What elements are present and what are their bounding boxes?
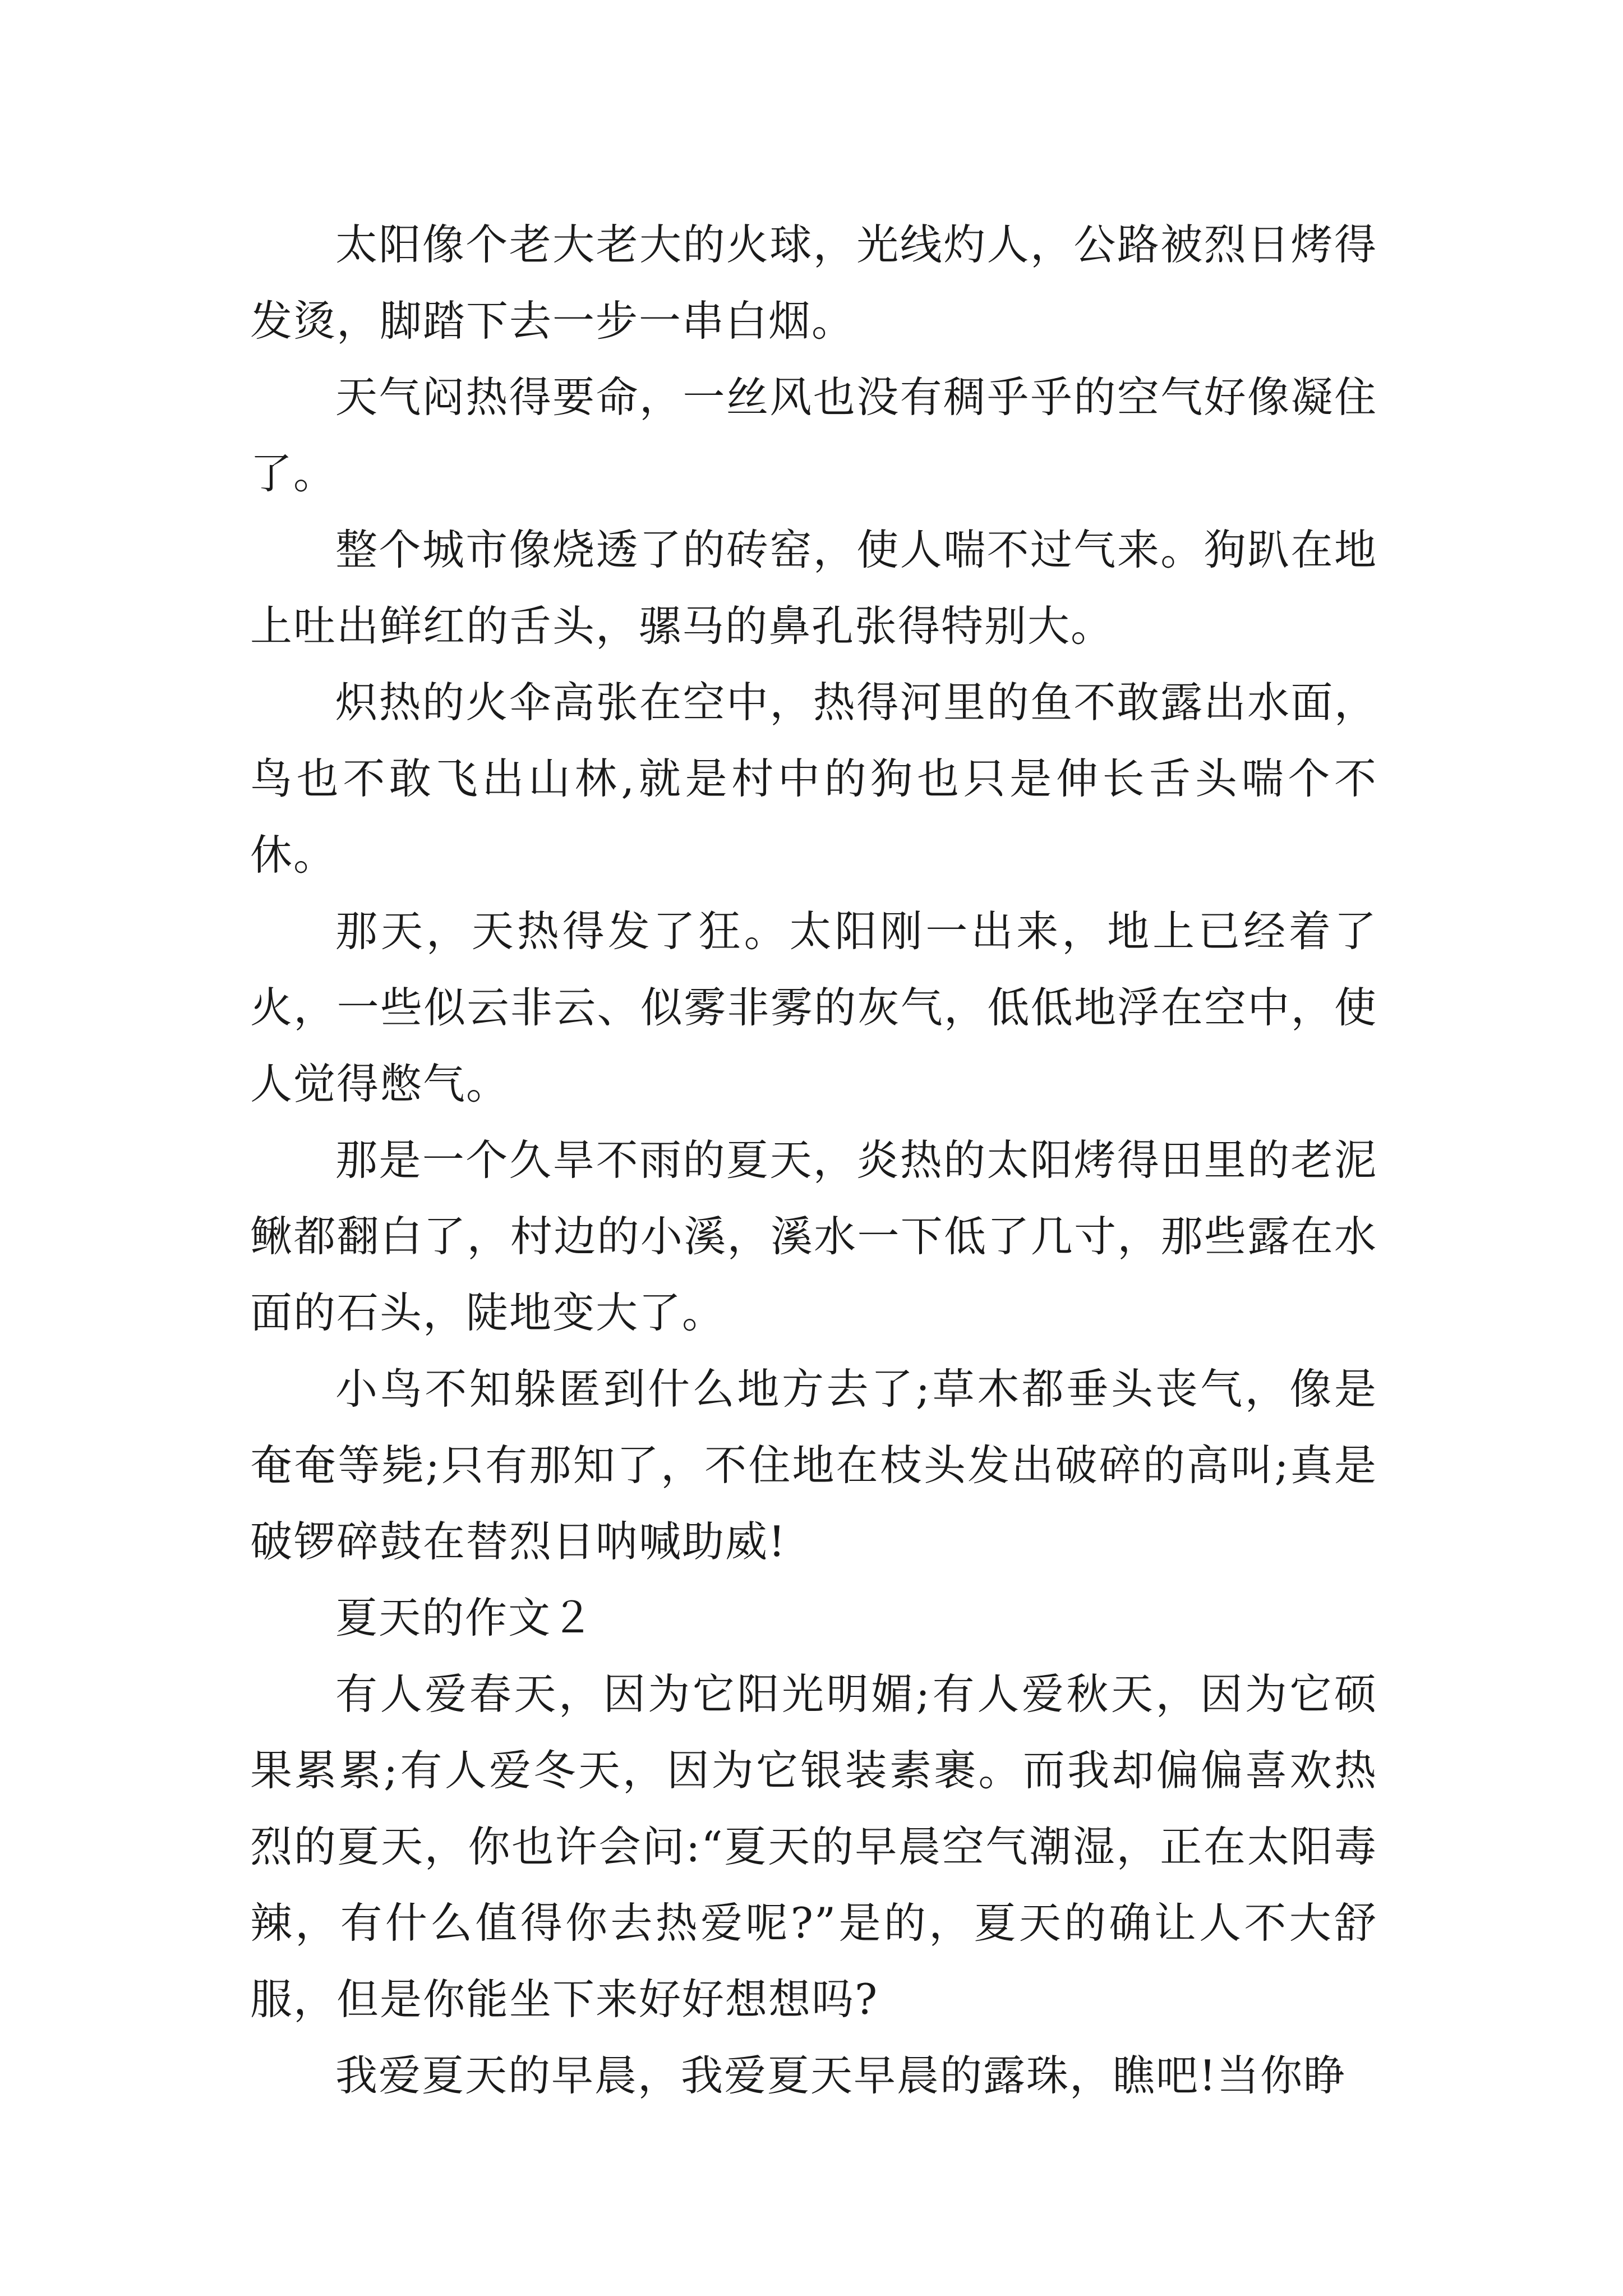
paragraph-summer-morning: 我爱夏天的早晨，我爱夏天早晨的露珠，瞧吧!当你睁 xyxy=(335,2051,1347,2100)
paragraph-crazy-heat: 那天，天热得发了狂。太阳刚一出来，地上已经着了火，一些似云非云、似雾非雾的灰气，低低地浮在空中，使人觉得憋气。 xyxy=(250,907,1377,1108)
paragraph-birds-cicadas: 小鸟不知躲匿到什么地方去了;草木都垂头丧气，像是奄奄等毙;只有那知了，不住地在枝头发出破碎的高叫;真是破锣碎鼓在替烈日呐喊助威! xyxy=(250,1364,1377,1566)
section-heading: 夏天的作文２ xyxy=(335,1593,595,1642)
document-body xyxy=(250,206,1377,2114)
paragraph-drought-summer: 那是一个久旱不雨的夏天，炎热的太阳烤得田里的老泥鳅都翻白了，村边的小溪，溪水一下低了几寸，那些露在水面的石头，陡地变大了。 xyxy=(250,1135,1377,1337)
paragraph-city-kiln: 整个城市像烧透了的砖窑，使人喘不过气来。狗趴在地上吐出鲜红的舌头，骡马的鼻孔张得特别大。 xyxy=(250,525,1377,651)
paragraph-fire-umbrella: 炽热的火伞高张在空中，热得河里的鱼不敢露出水面，鸟也不敢飞出山林,就是村中的狗也只是伸长舌头喘个不休。 xyxy=(250,678,1377,880)
paragraph-seasons: 有人爱春天，因为它阳光明媚;有人爱秋天，因为它硕果累累;有人爱冬天，因为它银装素裹。而我却偏偏喜欢热烈的夏天，你也许会问:“夏天的早晨空气潮湿，正在太阳毒辣，有什么值得你去热爱呢?”是的，夏天的确让人不大舒服，但是你能坐下来好好想想吗? xyxy=(250,1669,1377,2024)
paragraph-stuffy-weather: 天气闷热得要命，一丝风也没有稠乎乎的空气好像凝住了。 xyxy=(250,372,1377,498)
paragraph-sun-fireball: 太阳像个老大老大的火球，光线灼人，公路被烈日烤得发烫，脚踏下去一步一串白烟。 xyxy=(250,220,1377,346)
